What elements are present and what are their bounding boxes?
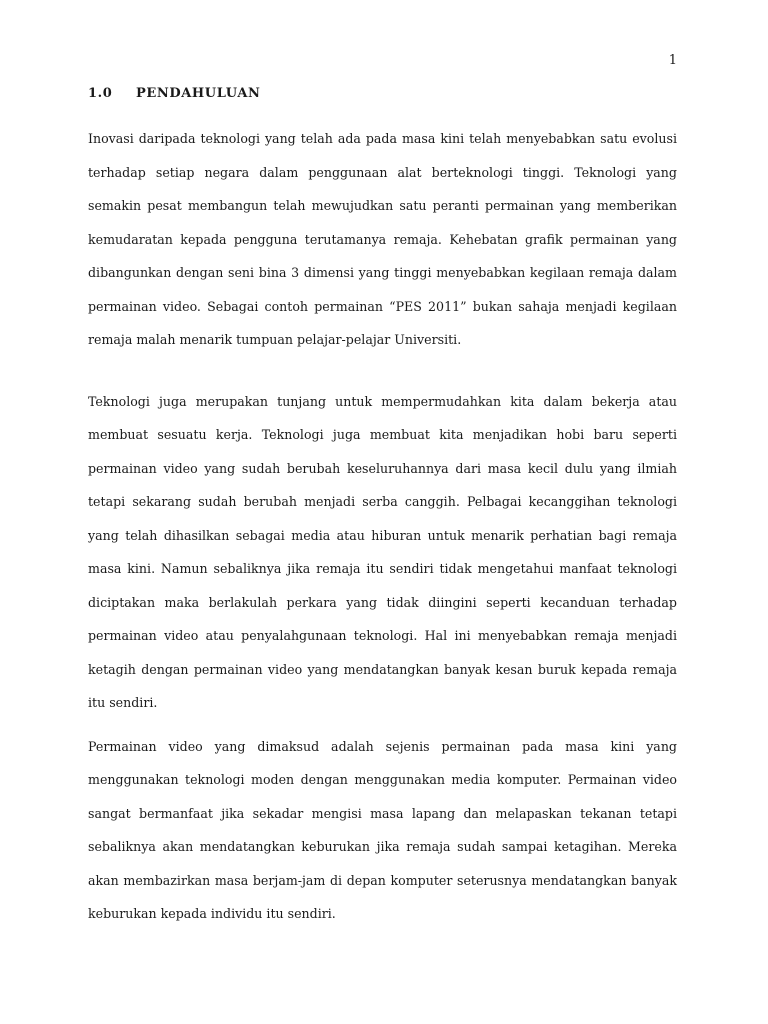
- paragraph-3: Permainan video yang dimaksud adalah sejenis permainan pada masa kini yang menggunakan teknologi moden dengan menggunakan media komputer. Permainan video sangat bermanfaat jika sekadar mengisi masa lapang dan melapaskan tekanan tetapi sebaliknya akan mendatangkan keburukan jika remaja sudah sampai ketagihan. Mereka akan membazirkan masa berjam-jam di depan komputer seterusnya mendatangkan banyak keburukan kepada individu itu sendiri.: [88, 738, 677, 921]
- document-body: [88, 84, 677, 931]
- section-heading: [88, 84, 677, 104]
- page-number: 1: [668, 53, 677, 68]
- section-number: 1.0: [88, 86, 113, 101]
- section-title: PENDAHULUAN: [136, 86, 261, 101]
- paragraph-2: Teknologi juga merupakan tunjang untuk mempermudahkan kita dalam bekerja atau membuat sesuatu kerja. Teknologi juga membuat kita menjadikan hobi baru seperti permainan video yang sudah berubah keseluruhannya dari masa kecil dulu yang ilmiah tetapi sekarang sudah berubah menjadi serba canggih. Pelbagai kecanggihan teknologi yang telah dihasilkan sebagai media atau hiburan untuk menarik perhatian bagi remaja masa kini. Namun sebaliknya jika remaja itu sendiri tidak mengetahui manfaat teknologi diciptakan maka berlakulah perkara yang tidak diingini seperti kecanduan terhadap permainan video atau penyalahgunaan teknologi. Hal ini menyebabkan remaja menjadi ketagih dengan permainan video yang mendatangkan banyak kesan buruk kepada remaja itu sendiri.: [88, 393, 677, 710]
- paragraph-1: Inovasi daripada teknologi yang telah ada pada masa kini telah menyebabkan satu evolusi terhadap setiap negara dalam penggunaan alat berteknologi tinggi. Teknologi yang semakin pesat membangun telah mewujudkan satu peranti permainan yang memberikan kemudaratan kepada pengguna terutamanya remaja. Kehebatan grafik permainan yang dibangunkan dengan seni bina 3 dimensi yang tinggi menyebabkan kegilaan remaja dalam permainan video. Sebagai contoh permainan “PES 2011” bukan sahaja menjadi kegilaan remaja malah menarik tumpuan pelajar-pelajar Universiti.: [88, 131, 677, 347]
